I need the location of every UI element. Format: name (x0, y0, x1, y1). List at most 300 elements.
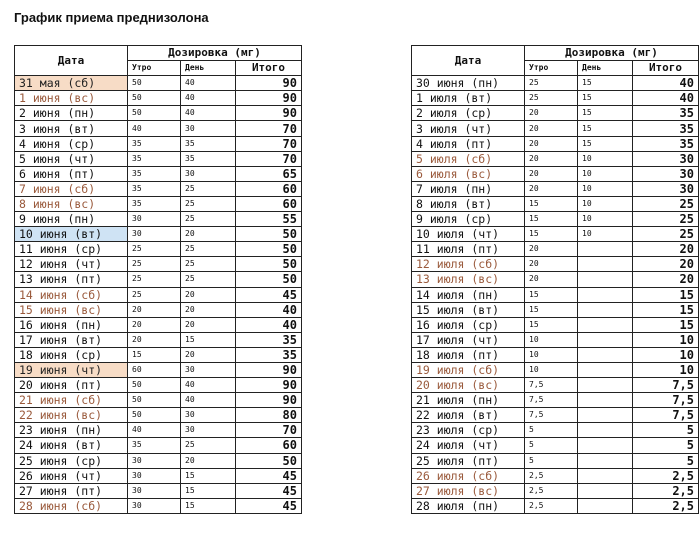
total-dose-cell: 10 (633, 332, 699, 347)
table-row (15, 438, 302, 453)
day-dose-cell: 15 (181, 483, 236, 498)
table-row (15, 181, 302, 196)
total-dose-cell: 35 (633, 121, 699, 136)
day-dose-cell: 15 (578, 91, 633, 106)
day-dose-cell: 40 (181, 76, 236, 91)
morning-dose-cell: 15 (128, 347, 181, 362)
morning-dose-cell: 50 (128, 76, 181, 91)
morning-dose-cell: 50 (128, 91, 181, 106)
date-cell: 16 июля (ср) (412, 317, 525, 332)
table-row (15, 468, 302, 483)
table-row (15, 212, 302, 227)
morning-dose-cell: 20 (128, 302, 181, 317)
day-dose-cell: 10 (578, 227, 633, 242)
table-row (412, 362, 699, 377)
date-cell: 2 июля (ср) (412, 106, 525, 121)
table-row (15, 393, 302, 408)
total-dose-cell: 50 (236, 227, 302, 242)
date-cell: 26 июня (чт) (15, 468, 128, 483)
table-row (15, 483, 302, 498)
total-dose-cell: 15 (633, 317, 699, 332)
morning-dose-cell: 30 (128, 212, 181, 227)
morning-dose-cell: 35 (128, 438, 181, 453)
date-cell: 5 июня (чт) (15, 151, 128, 166)
day-dose-cell: 40 (181, 106, 236, 121)
date-cell: 10 июля (чт) (412, 227, 525, 242)
table-row (15, 257, 302, 272)
total-dose-cell: 5 (633, 423, 699, 438)
table-row (15, 272, 302, 287)
header-date: Дата (412, 46, 525, 76)
day-dose-cell: 40 (181, 378, 236, 393)
date-cell: 11 июля (пт) (412, 242, 525, 257)
total-dose-cell: 35 (236, 332, 302, 347)
table-row (412, 121, 699, 136)
day-dose-cell (578, 393, 633, 408)
table-row (412, 468, 699, 483)
total-dose-cell: 40 (236, 317, 302, 332)
table-row (412, 378, 699, 393)
total-dose-cell: 40 (633, 76, 699, 91)
day-dose-cell: 25 (181, 196, 236, 211)
date-cell: 13 июля (вс) (412, 272, 525, 287)
date-cell: 30 июня (пн) (412, 76, 525, 91)
table-row (15, 166, 302, 181)
total-dose-cell: 55 (236, 212, 302, 227)
date-cell: 20 июня (пт) (15, 378, 128, 393)
table-row (15, 378, 302, 393)
day-dose-cell (578, 408, 633, 423)
table-row (412, 196, 699, 211)
morning-dose-cell: 20 (525, 136, 578, 151)
date-cell: 3 июня (вт) (15, 121, 128, 136)
day-dose-cell: 20 (181, 347, 236, 362)
date-cell: 5 июля (сб) (412, 151, 525, 166)
date-cell: 14 июня (сб) (15, 287, 128, 302)
day-dose-cell (578, 257, 633, 272)
table-row (412, 272, 699, 287)
morning-dose-cell: 10 (525, 362, 578, 377)
morning-dose-cell: 15 (525, 196, 578, 211)
date-cell: 17 июня (вт) (15, 332, 128, 347)
date-cell: 3 июля (чт) (412, 121, 525, 136)
table-row (15, 317, 302, 332)
total-dose-cell: 20 (633, 257, 699, 272)
date-cell: 1 июня (вс) (15, 91, 128, 106)
total-dose-cell: 50 (236, 453, 302, 468)
day-dose-cell (578, 302, 633, 317)
table-row (15, 302, 302, 317)
total-dose-cell: 70 (236, 423, 302, 438)
date-cell: 12 июня (чт) (15, 257, 128, 272)
total-dose-cell: 50 (236, 242, 302, 257)
total-dose-cell: 40 (236, 302, 302, 317)
total-dose-cell: 25 (633, 196, 699, 211)
header-dosage: Дозировка (мг) (525, 46, 699, 61)
total-dose-cell: 80 (236, 408, 302, 423)
table-row (15, 136, 302, 151)
day-dose-cell: 15 (578, 106, 633, 121)
morning-dose-cell: 20 (525, 106, 578, 121)
date-cell: 25 июля (пт) (412, 453, 525, 468)
day-dose-cell: 15 (181, 332, 236, 347)
total-dose-cell: 90 (236, 106, 302, 121)
total-dose-cell: 35 (236, 347, 302, 362)
morning-dose-cell: 20 (525, 151, 578, 166)
morning-dose-cell: 60 (128, 362, 181, 377)
morning-dose-cell: 50 (128, 378, 181, 393)
date-cell: 9 июля (ср) (412, 212, 525, 227)
morning-dose-cell: 20 (525, 272, 578, 287)
date-cell: 17 июля (чт) (412, 332, 525, 347)
morning-dose-cell: 50 (128, 408, 181, 423)
day-dose-cell: 15 (578, 76, 633, 91)
morning-dose-cell: 35 (128, 151, 181, 166)
date-cell: 14 июля (пн) (412, 287, 525, 302)
morning-dose-cell: 30 (128, 453, 181, 468)
morning-dose-cell: 50 (128, 393, 181, 408)
total-dose-cell: 35 (633, 106, 699, 121)
morning-dose-cell: 7,5 (525, 408, 578, 423)
date-cell: 31 мая (сб) (15, 76, 128, 91)
date-cell: 21 июня (сб) (15, 393, 128, 408)
morning-dose-cell: 15 (525, 212, 578, 227)
table-row (412, 483, 699, 498)
date-cell: 6 июля (вс) (412, 166, 525, 181)
morning-dose-cell: 30 (128, 227, 181, 242)
table-row (15, 362, 302, 377)
day-dose-cell: 20 (181, 287, 236, 302)
schedule-table-left (14, 45, 302, 514)
day-dose-cell: 25 (181, 257, 236, 272)
morning-dose-cell: 10 (525, 347, 578, 362)
table-row (15, 151, 302, 166)
morning-dose-cell: 20 (525, 242, 578, 257)
header-dosage: Дозировка (мг) (128, 46, 302, 61)
morning-dose-cell: 25 (525, 76, 578, 91)
day-dose-cell: 20 (181, 227, 236, 242)
morning-dose-cell: 25 (128, 257, 181, 272)
table-row (412, 332, 699, 347)
day-dose-cell: 10 (578, 181, 633, 196)
date-cell: 2 июня (пн) (15, 106, 128, 121)
morning-dose-cell: 50 (128, 106, 181, 121)
morning-dose-cell: 25 (128, 272, 181, 287)
date-cell: 18 июня (ср) (15, 347, 128, 362)
morning-dose-cell: 20 (525, 166, 578, 181)
day-dose-cell: 10 (578, 212, 633, 227)
date-cell: 16 июня (пн) (15, 317, 128, 332)
total-dose-cell: 30 (633, 151, 699, 166)
table-row (412, 393, 699, 408)
date-cell: 27 июня (пт) (15, 483, 128, 498)
total-dose-cell: 5 (633, 438, 699, 453)
date-cell: 4 июня (ср) (15, 136, 128, 151)
table-row (412, 91, 699, 106)
day-dose-cell (578, 438, 633, 453)
morning-dose-cell: 5 (525, 438, 578, 453)
total-dose-cell: 25 (633, 227, 699, 242)
date-cell: 20 июля (вс) (412, 378, 525, 393)
morning-dose-cell: 20 (525, 181, 578, 196)
total-dose-cell: 7,5 (633, 408, 699, 423)
header-day: День (578, 61, 633, 76)
total-dose-cell: 15 (633, 302, 699, 317)
date-cell: 28 июля (пн) (412, 498, 525, 513)
day-dose-cell: 25 (181, 272, 236, 287)
table-row (15, 242, 302, 257)
table-row (15, 76, 302, 91)
date-cell: 18 июля (пт) (412, 347, 525, 362)
total-dose-cell: 90 (236, 362, 302, 377)
table-row (412, 166, 699, 181)
table-row (412, 408, 699, 423)
date-cell: 7 июля (пн) (412, 181, 525, 196)
date-cell: 19 июня (чт) (15, 362, 128, 377)
morning-dose-cell: 15 (525, 302, 578, 317)
date-cell: 22 июля (вт) (412, 408, 525, 423)
day-dose-cell: 15 (181, 498, 236, 513)
date-cell: 28 июня (сб) (15, 498, 128, 513)
date-cell: 24 июня (вт) (15, 438, 128, 453)
total-dose-cell: 70 (236, 151, 302, 166)
day-dose-cell (578, 272, 633, 287)
day-dose-cell: 20 (181, 302, 236, 317)
table-row (412, 242, 699, 257)
day-dose-cell (578, 317, 633, 332)
total-dose-cell: 10 (633, 347, 699, 362)
morning-dose-cell: 15 (525, 227, 578, 242)
total-dose-cell: 2,5 (633, 468, 699, 483)
table-row (15, 106, 302, 121)
header-morning: Утро (525, 61, 578, 76)
table-row (412, 227, 699, 242)
total-dose-cell: 35 (633, 136, 699, 151)
total-dose-cell: 70 (236, 121, 302, 136)
day-dose-cell (578, 332, 633, 347)
day-dose-cell (578, 287, 633, 302)
morning-dose-cell: 40 (128, 121, 181, 136)
morning-dose-cell: 15 (525, 287, 578, 302)
date-cell: 24 июля (чт) (412, 438, 525, 453)
day-dose-cell (578, 453, 633, 468)
date-cell: 6 июня (пт) (15, 166, 128, 181)
morning-dose-cell: 2,5 (525, 483, 578, 498)
day-dose-cell (578, 347, 633, 362)
total-dose-cell: 45 (236, 498, 302, 513)
table-row (15, 227, 302, 242)
date-cell: 13 июня (пт) (15, 272, 128, 287)
table-row (412, 317, 699, 332)
date-cell: 9 июня (пн) (15, 212, 128, 227)
day-dose-cell: 30 (181, 423, 236, 438)
morning-dose-cell: 35 (128, 181, 181, 196)
total-dose-cell: 2,5 (633, 498, 699, 513)
date-cell: 8 июля (вт) (412, 196, 525, 211)
total-dose-cell: 60 (236, 438, 302, 453)
day-dose-cell: 35 (181, 136, 236, 151)
total-dose-cell: 60 (236, 196, 302, 211)
morning-dose-cell: 30 (128, 468, 181, 483)
morning-dose-cell: 2,5 (525, 498, 578, 513)
morning-dose-cell: 30 (128, 483, 181, 498)
header-total: Итого (236, 61, 302, 76)
morning-dose-cell: 20 (128, 317, 181, 332)
morning-dose-cell: 10 (525, 332, 578, 347)
date-cell: 21 июля (пн) (412, 393, 525, 408)
date-cell: 15 июня (вс) (15, 302, 128, 317)
table-row (412, 347, 699, 362)
day-dose-cell: 40 (181, 91, 236, 106)
total-dose-cell: 10 (633, 362, 699, 377)
morning-dose-cell: 7,5 (525, 378, 578, 393)
header-total: Итого (633, 61, 699, 76)
day-dose-cell: 40 (181, 393, 236, 408)
table-row (412, 302, 699, 317)
date-cell: 25 июня (ср) (15, 453, 128, 468)
table-row (412, 438, 699, 453)
day-dose-cell: 30 (181, 121, 236, 136)
day-dose-cell: 25 (181, 212, 236, 227)
day-dose-cell: 10 (578, 166, 633, 181)
header-date: Дата (15, 46, 128, 76)
date-cell: 23 июля (ср) (412, 423, 525, 438)
morning-dose-cell: 5 (525, 453, 578, 468)
date-cell: 27 июля (вс) (412, 483, 525, 498)
day-dose-cell: 15 (578, 136, 633, 151)
total-dose-cell: 65 (236, 166, 302, 181)
day-dose-cell: 15 (181, 468, 236, 483)
header-morning: Утро (128, 61, 181, 76)
morning-dose-cell: 40 (128, 423, 181, 438)
day-dose-cell (578, 423, 633, 438)
total-dose-cell: 5 (633, 453, 699, 468)
day-dose-cell: 20 (181, 317, 236, 332)
table-row (412, 423, 699, 438)
total-dose-cell: 30 (633, 181, 699, 196)
table-row (412, 76, 699, 91)
table-row (15, 498, 302, 513)
total-dose-cell: 45 (236, 483, 302, 498)
table-row (15, 423, 302, 438)
morning-dose-cell: 15 (525, 317, 578, 332)
date-cell: 22 июня (вс) (15, 408, 128, 423)
table-row (412, 257, 699, 272)
day-dose-cell: 30 (181, 166, 236, 181)
table-row (412, 151, 699, 166)
total-dose-cell: 50 (236, 272, 302, 287)
total-dose-cell: 7,5 (633, 393, 699, 408)
date-cell: 12 июля (сб) (412, 257, 525, 272)
total-dose-cell: 15 (633, 287, 699, 302)
day-dose-cell (578, 378, 633, 393)
table-row (15, 287, 302, 302)
table-row (412, 136, 699, 151)
date-cell: 11 июня (ср) (15, 242, 128, 257)
day-dose-cell: 25 (181, 242, 236, 257)
total-dose-cell: 50 (236, 257, 302, 272)
day-dose-cell: 10 (578, 151, 633, 166)
morning-dose-cell: 35 (128, 136, 181, 151)
date-cell: 15 июля (вт) (412, 302, 525, 317)
day-dose-cell: 20 (181, 453, 236, 468)
total-dose-cell: 45 (236, 287, 302, 302)
total-dose-cell: 70 (236, 136, 302, 151)
day-dose-cell: 25 (181, 438, 236, 453)
table-row (412, 453, 699, 468)
table-row (15, 453, 302, 468)
day-dose-cell (578, 483, 633, 498)
date-cell: 4 июля (пт) (412, 136, 525, 151)
day-dose-cell: 30 (181, 408, 236, 423)
schedule-table-right (411, 45, 699, 514)
table-row (15, 408, 302, 423)
day-dose-cell (578, 362, 633, 377)
total-dose-cell: 30 (633, 166, 699, 181)
date-cell: 1 июля (вт) (412, 91, 525, 106)
table-row (15, 196, 302, 211)
table-row (412, 212, 699, 227)
date-cell: 8 июня (вс) (15, 196, 128, 211)
morning-dose-cell: 20 (525, 257, 578, 272)
table-row (412, 181, 699, 196)
morning-dose-cell: 20 (525, 121, 578, 136)
table-row (15, 91, 302, 106)
day-dose-cell: 10 (578, 196, 633, 211)
morning-dose-cell: 30 (128, 498, 181, 513)
table-row (15, 121, 302, 136)
total-dose-cell: 20 (633, 272, 699, 287)
morning-dose-cell: 7,5 (525, 393, 578, 408)
total-dose-cell: 40 (633, 91, 699, 106)
total-dose-cell: 90 (236, 91, 302, 106)
day-dose-cell (578, 498, 633, 513)
morning-dose-cell: 20 (128, 332, 181, 347)
morning-dose-cell: 25 (128, 242, 181, 257)
header-day: День (181, 61, 236, 76)
total-dose-cell: 25 (633, 212, 699, 227)
day-dose-cell: 30 (181, 362, 236, 377)
morning-dose-cell: 25 (128, 287, 181, 302)
date-cell: 7 июня (сб) (15, 181, 128, 196)
day-dose-cell: 35 (181, 151, 236, 166)
morning-dose-cell: 25 (525, 91, 578, 106)
morning-dose-cell: 35 (128, 166, 181, 181)
day-dose-cell (578, 242, 633, 257)
table-row (412, 106, 699, 121)
day-dose-cell: 15 (578, 121, 633, 136)
date-cell: 26 июля (сб) (412, 468, 525, 483)
day-dose-cell: 25 (181, 181, 236, 196)
total-dose-cell: 20 (633, 242, 699, 257)
date-cell: 10 июня (вт) (15, 227, 128, 242)
morning-dose-cell: 2,5 (525, 468, 578, 483)
total-dose-cell: 90 (236, 378, 302, 393)
date-cell: 19 июля (сб) (412, 362, 525, 377)
table-row (412, 287, 699, 302)
table-row (15, 332, 302, 347)
page-title: График приема преднизолона (14, 10, 209, 25)
day-dose-cell (578, 468, 633, 483)
morning-dose-cell: 5 (525, 423, 578, 438)
date-cell: 23 июня (пн) (15, 423, 128, 438)
total-dose-cell: 7,5 (633, 378, 699, 393)
total-dose-cell: 2,5 (633, 483, 699, 498)
table-row (15, 347, 302, 362)
total-dose-cell: 60 (236, 181, 302, 196)
total-dose-cell: 45 (236, 468, 302, 483)
table-row (412, 498, 699, 513)
